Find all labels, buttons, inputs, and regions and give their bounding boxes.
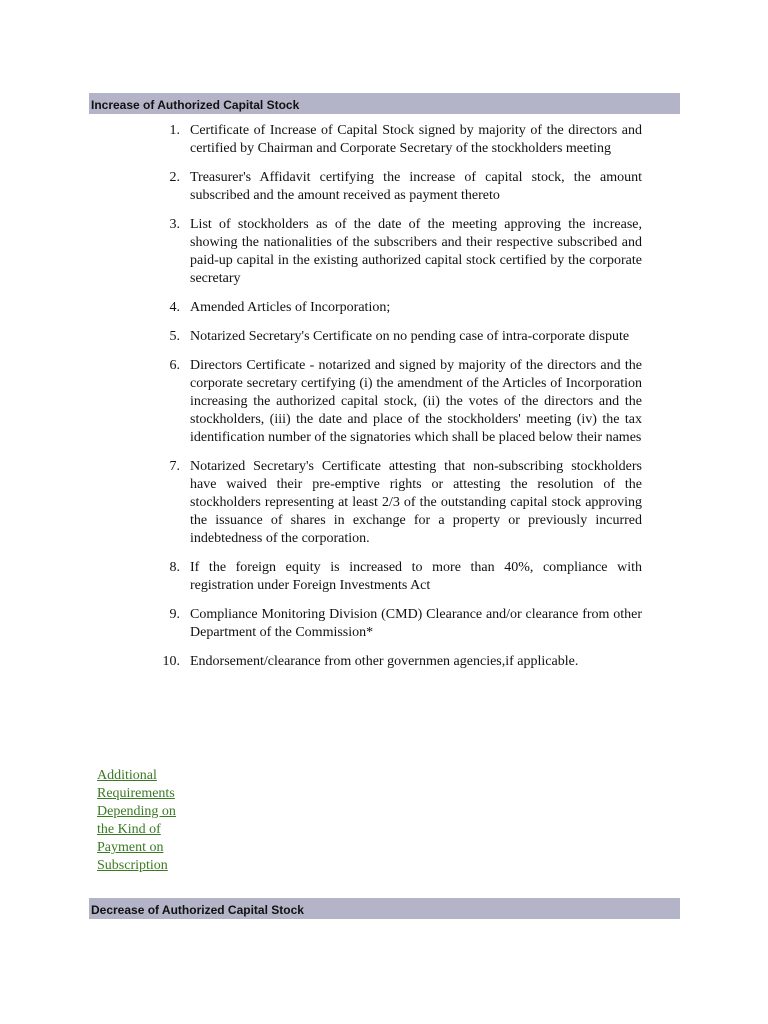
list-item-number: 7.: [169, 459, 180, 474]
list-item: [0, 216, 642, 288]
list-item: [0, 299, 642, 317]
list-item: [0, 606, 642, 642]
list-item-text: Treasurer's Affidavit certifying the increase of capital stock, the amount subscribed and the amount received as payment thereto: [190, 170, 642, 203]
list-item-text: Compliance Monitoring Division (CMD) Clearance and/or clearance from other Department of the Commission*: [190, 607, 642, 640]
list-item-number: 5.: [169, 329, 180, 344]
list-item: [0, 122, 642, 158]
list-item-text: If the foreign equity is increased to more than 40%, compliance with registration under Foreign Investments Act: [190, 560, 642, 593]
list-item: [0, 328, 642, 346]
additional-requirements-block: [97, 767, 187, 875]
list-item-text: List of stockholders as of the date of the meeting approving the increase, showing the nationalities of the subscribers and their respective subscribed and paid-up capital in the existing authorized capital stock certified by the corporate secretary: [190, 217, 642, 286]
list-item-text: Endorsement/clearance from other governmen agencies,if applicable.: [190, 654, 579, 669]
list-item-number: 8.: [169, 560, 180, 575]
section-header-increase: [89, 93, 680, 114]
list-item-number: 4.: [169, 300, 180, 315]
section-title-decrease: Decrease of Authorized Capital Stock: [91, 903, 304, 917]
list-item-text: Notarized Secretary's Certificate attesting that non-subscribing stockholders have waived their pre-emptive rights or attesting the resolution of the stockholders representing at least 2/3 of the outstanding capital stock approving the issuance of shares in exchange for a property or previously incurred indebtedness of the corporation.: [190, 459, 642, 546]
list-item: [0, 357, 642, 447]
list-item-text: Directors Certificate - notarized and signed by majority of the directors and the corporate secretary certifying (i) the amendment of the Articles of Incorporation increasing the authorized capital stock, (ii) the votes of the directors and the stockholders, (iii) the date and place of the stockholders' meeting (iv) the tax identification number of the signatories which shall be placed below their names: [190, 358, 642, 445]
list-item-number: 10.: [162, 654, 180, 669]
section-header-decrease: [89, 898, 680, 919]
list-item: [0, 559, 642, 595]
list-item-number: 1.: [169, 123, 180, 138]
list-item: [0, 169, 642, 205]
additional-requirements-link[interactable]: Additional Requirements Depending on the Kind of Payment on Subscription: [97, 768, 176, 873]
list-item-text: Notarized Secretary's Certificate on no pending case of intra-corporate dispute: [190, 329, 630, 344]
list-item-number: 9.: [169, 607, 180, 622]
section-title-increase: Increase of Authorized Capital Stock: [91, 98, 300, 112]
list-item-number: 3.: [169, 217, 180, 232]
list-item-number: 6.: [169, 358, 180, 373]
list-item-text: Certificate of Increase of Capital Stock signed by majority of the directors and certified by Chairman and Corporate Secretary of the stockholders meeting: [190, 123, 642, 156]
list-item-number: 2.: [169, 170, 180, 185]
requirements-list: [0, 122, 642, 682]
list-item: [0, 458, 642, 548]
list-item-text: Amended Articles of Incorporation;: [190, 300, 391, 315]
list-item: [0, 653, 642, 671]
